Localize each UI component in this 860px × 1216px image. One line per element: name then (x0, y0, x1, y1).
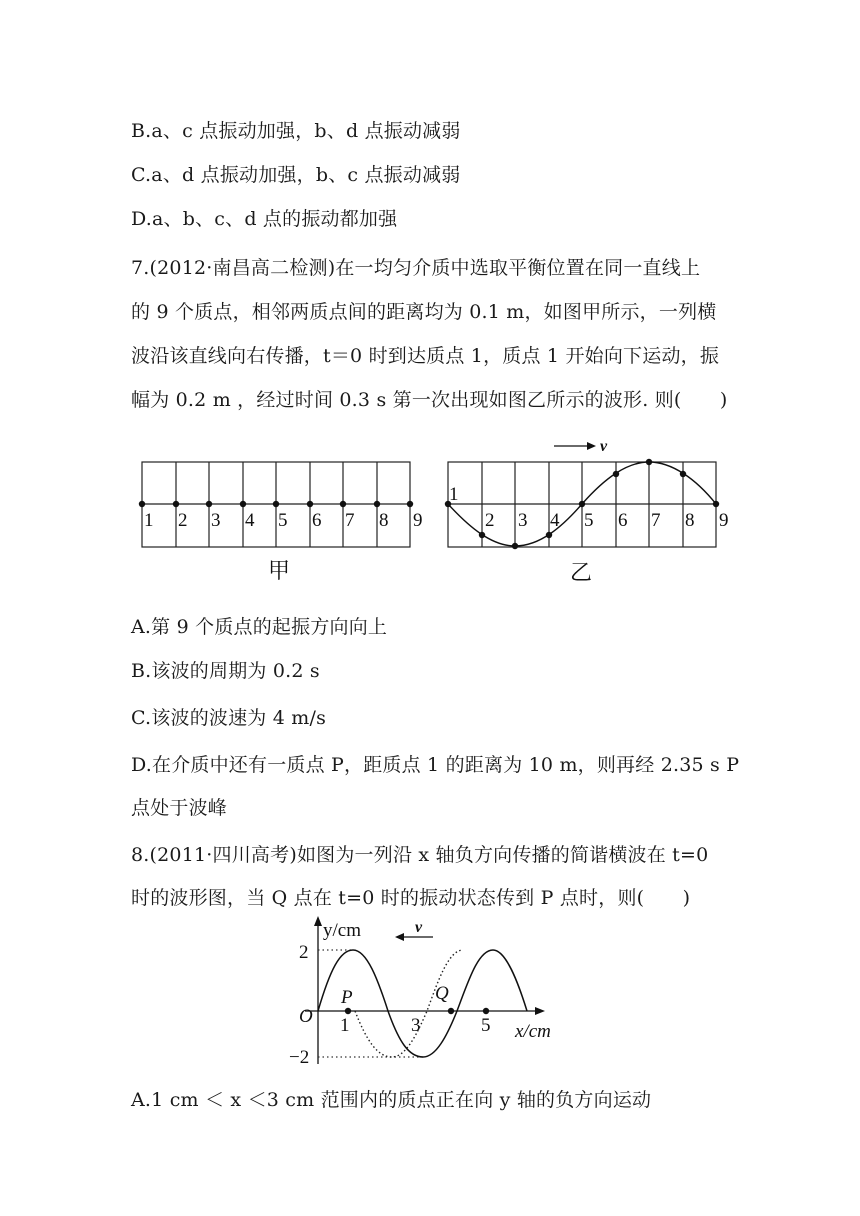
origin-label: O (299, 1006, 313, 1027)
q7-figure (130, 432, 740, 592)
q7-option-c: C.该波的波速为 4 m/s (131, 707, 327, 729)
label-jia-4: 4 (245, 510, 255, 531)
point-q-dot (448, 1008, 454, 1014)
q7-stem-line-1: 7.(2012·南昌高二检测)在一均匀介质中选取平衡位置在同一直线上 (131, 257, 701, 279)
label-yi-2: 2 (485, 510, 495, 531)
q7-stem-line-2: 的 9 个质点，相邻两质点间的距离均为 0.1 m，如图甲所示，一列横 (131, 301, 717, 323)
velocity-label-yi: v (600, 438, 608, 455)
label-yi-3: 3 (518, 510, 528, 531)
label-yi-7: 7 (651, 510, 661, 531)
label-jia-1: 1 (144, 510, 154, 531)
q7-option-b: B.该波的周期为 0.2 s (131, 660, 320, 682)
velocity-arrow-icon (554, 442, 596, 450)
label-jia-2: 2 (178, 510, 188, 531)
y-tick-2: 2 (299, 942, 309, 963)
label-yi-5: 5 (584, 510, 594, 531)
label-jia-8: 8 (379, 510, 389, 531)
label-jia-9: 9 (413, 510, 423, 531)
q8-stem-line-1: 8.(2011·四川高考)如图为一列沿 x 轴负方向传播的简谐横波在 t=0 (131, 844, 709, 866)
label-jia-3: 3 (211, 510, 221, 531)
q7-option-a: A.第 9 个质点的起振方向向上 (131, 616, 388, 638)
label-yi-8: 8 (685, 510, 695, 531)
label-jia-5: 5 (278, 510, 288, 531)
q6-option-c: C.a、d 点振动加强，b、c 点振动减弱 (131, 164, 461, 186)
label-yi-1: 1 (449, 484, 459, 505)
caption-jia: 甲 (268, 558, 291, 583)
q8-stem-line-2: 时的波形图，当 Q 点在 t=0 时的振动状态传到 P 点时，则( ) (131, 887, 691, 909)
q8-option-a: A.1 cm ＜ x ＜3 cm 范围内的质点正在向 y 轴的负方向运动 (131, 1089, 652, 1111)
q7-option-d-line-2: 点处于波峰 (131, 797, 228, 819)
y-tick-neg2: −2 (289, 1047, 310, 1068)
label-yi-9: 9 (719, 510, 729, 531)
x-tick-3: 3 (411, 1015, 421, 1036)
velocity-label: v (415, 919, 423, 936)
label-jia-6: 6 (312, 510, 322, 531)
q8-wave-figure (275, 912, 575, 1072)
label-yi-4: 4 (550, 510, 560, 531)
point-5-dot (483, 1008, 489, 1014)
label-yi-6: 6 (618, 510, 628, 531)
y-axis-arrow-icon (314, 916, 322, 926)
point-p-dot (345, 1008, 351, 1014)
q6-option-d: D.a、b、c、d 点的振动都加强 (131, 208, 398, 230)
point-q-label: Q (435, 983, 449, 1004)
q7-stem-line-4: 幅为 0.2 m ，经过时间 0.3 s 第一次出现如图乙所示的波形. 则( ) (131, 389, 728, 411)
point-p-label: P (341, 987, 353, 1008)
q7-option-d-line-1: D.在介质中还有一质点 P，距质点 1 的距离为 10 m，则再经 2.35 s P (131, 754, 740, 776)
y-axis-label: y/cm (323, 920, 361, 941)
q6-option-b: B.a、c 点振动加强，b、d 点振动减弱 (131, 120, 461, 142)
caption-yi: 乙 (570, 560, 593, 585)
x-tick-1: 1 (340, 1015, 350, 1036)
q7-stem-line-3: 波沿该直线向右传播，t＝0 时到达质点 1，质点 1 开始向下运动，振 (131, 345, 720, 367)
x-axis-arrow-icon (535, 1007, 545, 1015)
label-jia-7: 7 (345, 510, 355, 531)
x-axis-label: x/cm (515, 1021, 551, 1042)
x-tick-5: 5 (481, 1015, 491, 1036)
velocity-arrowhead-icon (395, 933, 404, 941)
